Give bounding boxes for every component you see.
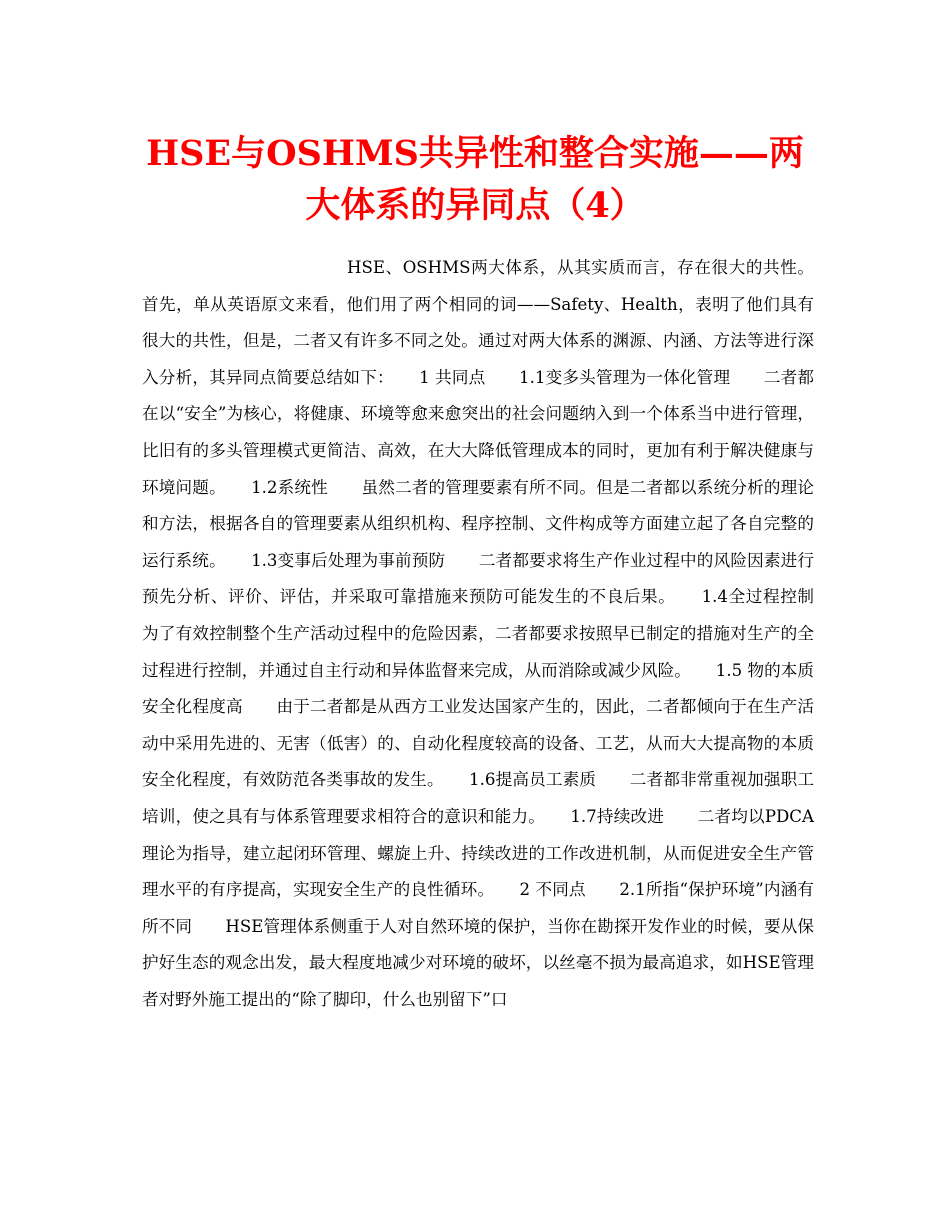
document-title: HSE与OSHMS共异性和整合实施——两大体系的异同点（4） xyxy=(146,133,804,226)
document-body: HSE、OSHMS两大体系，从其实质而言，存在很大的共性。首先，单从英语原文来看，他们用了两个相同的词——Safety、Health，表明了他们具有很大的共性，但是，二者又有许多不同之处。通过对两大体系的渊源、内涵、方法等进行深入分析，其异同点简要总结如下： 1 共同点 1.1变多头管理为一体化管理 二者都在以“安全”为核心，将健康、环境等愈来愈突出的社会问题纳入到一个体系当中进行管理，比旧有的多头管理模式更简洁、高效，在大大降低管理成本的同时，更加有利于解决健康与环境问题。 1.2系统性 虽然二者的管理要素有所不同。但是二者都以系统分析的理论和方法，根据各自的管理要素从组织机构、程序控制、文件构成等方面建立起了各自完整的运行系统。 1.3变事后处理为事前预防 二者都要求将生产作业过程中的风险因素进行预先分析、评价、评估，并采取可靠措施来预防可能发生的不良后果。 1.4全过程控制 为了有效控制整个生产活动过程中的危险因素，二者都要求按照早已制定的措施对生产的全过程进行控制，并通过自主行动和异体监督来完成，从而消除或减少风险。 1.5 物的本质安全化程度高 由于二者都是从西方工业发达国家产生的，因此，二者都倾向于在生产活动中采用先进的、无害（低害）的、自动化程度较高的设备、工艺，从而大大提高物的本质安全化程度，有效防范各类事故的发生。 1.6提高员工素质 二者都非常重视加强职工培训，使之具有与体系管理要求相符合的意识和能力。 1.7持续改进 二者均以PDCA理论为指导，建立起闭环管理、螺旋上升、持续改进的工作改进机制，从而促进安全生产管理水平的有序提高，实现安全生产的良性循环。 2 不同点 2.1所指“保护环境”内涵有所不同 HSE管理体系侧重于人对自然环境的保护，当你在勘探开发作业的时候，要从保护好生态的观念出发，最大程度地减少对环境的破坏，以丝毫不损为最高追求，如HSE管理者对野外施工提出的“除了脚印，什么也别留下”口 xyxy=(142,258,848,1009)
